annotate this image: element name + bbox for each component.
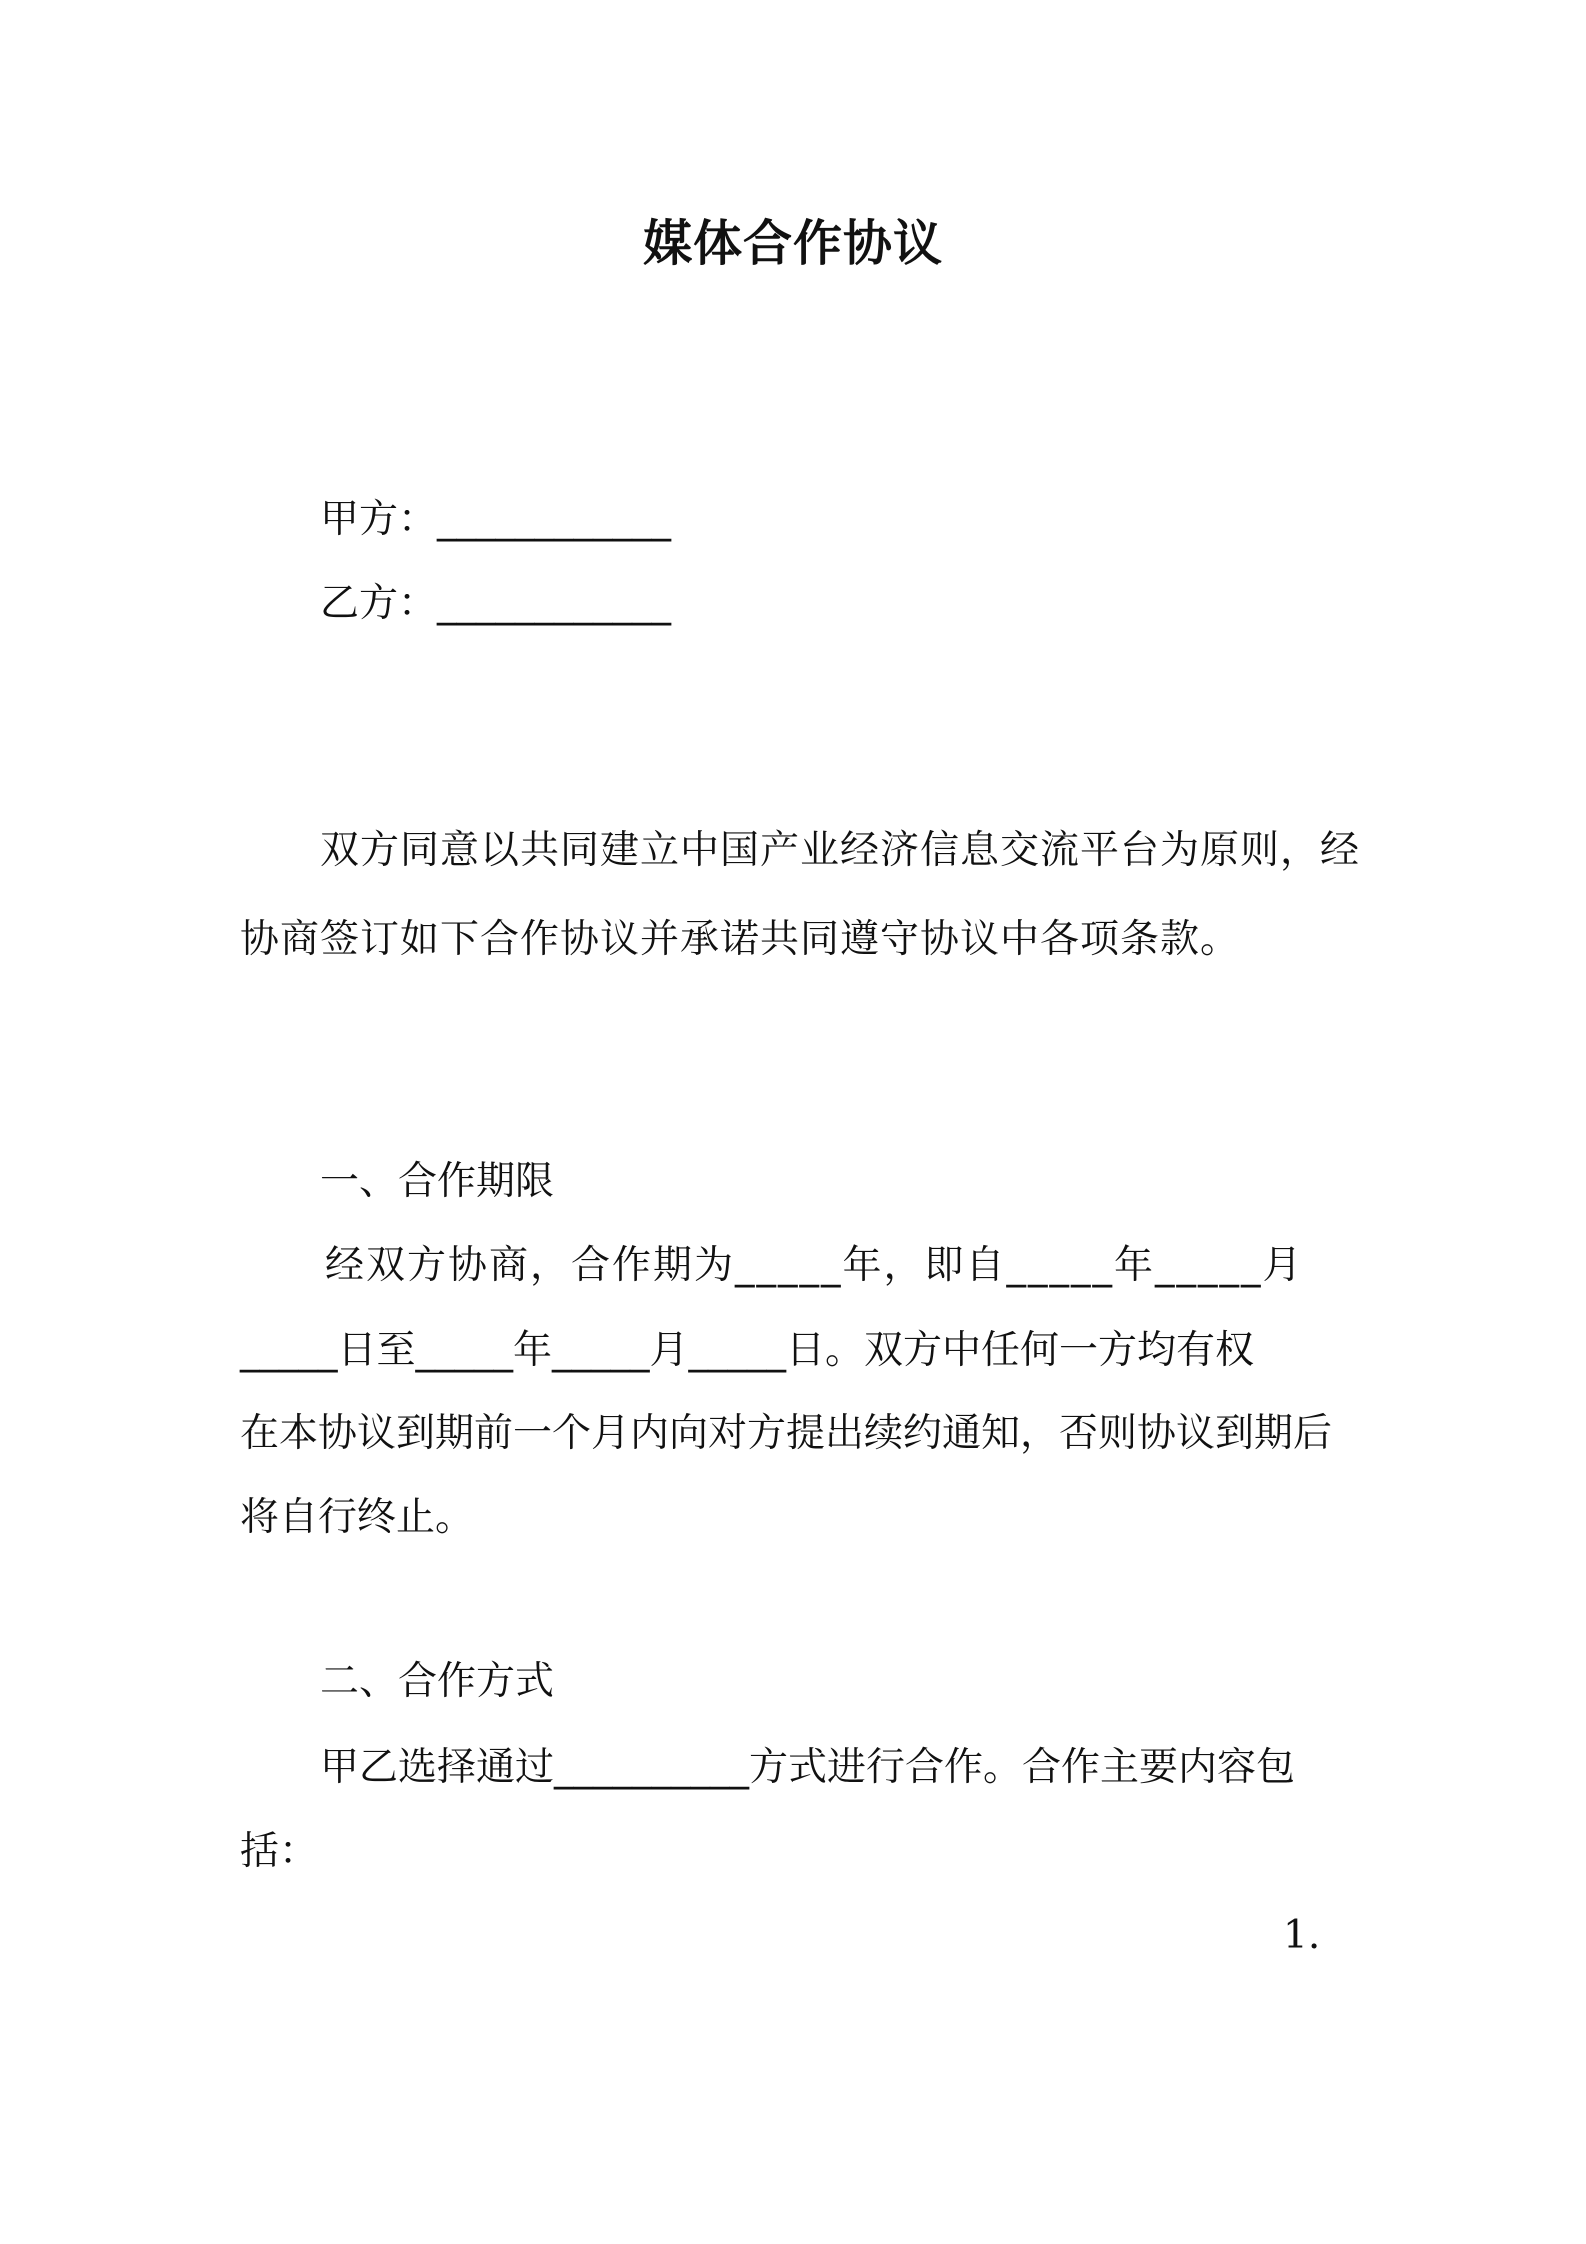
section-1-line-2: _____日至_____年_____月_____日。双方中任何一方均有权 bbox=[240, 1328, 1255, 1373]
section-2-line-1: 甲乙选择通过__________方式进行合作。合作主要内容包 bbox=[320, 1745, 1296, 1790]
section-1-line-1: 经双方协商，合作期为_____年，即自_____年_____月 bbox=[325, 1243, 1304, 1288]
party-a-line: 甲方：____________ bbox=[320, 497, 672, 542]
document-title: 媒体合作协议 bbox=[642, 215, 943, 272]
intro-line-1: 双方同意以共同建立中国产业经济信息交流平台为原则，经 bbox=[320, 828, 1361, 873]
intro-line-2: 协商签订如下合作协议并承诺共同遵守协议中各项条款。 bbox=[240, 917, 1241, 962]
section-1-line-4: 将自行终止。 bbox=[240, 1495, 475, 1540]
section-2-heading: 二、合作方式 bbox=[320, 1659, 555, 1704]
party-b-line: 乙方：____________ bbox=[320, 581, 672, 626]
section-2-line-2: 括： bbox=[240, 1829, 319, 1874]
section-1-heading: 一、合作期限 bbox=[320, 1159, 555, 1204]
list-item-number: 1. bbox=[1283, 1913, 1321, 1958]
section-1-line-3: 在本协议到期前一个月内向对方提出续约通知，否则协议到期后 bbox=[240, 1411, 1333, 1456]
